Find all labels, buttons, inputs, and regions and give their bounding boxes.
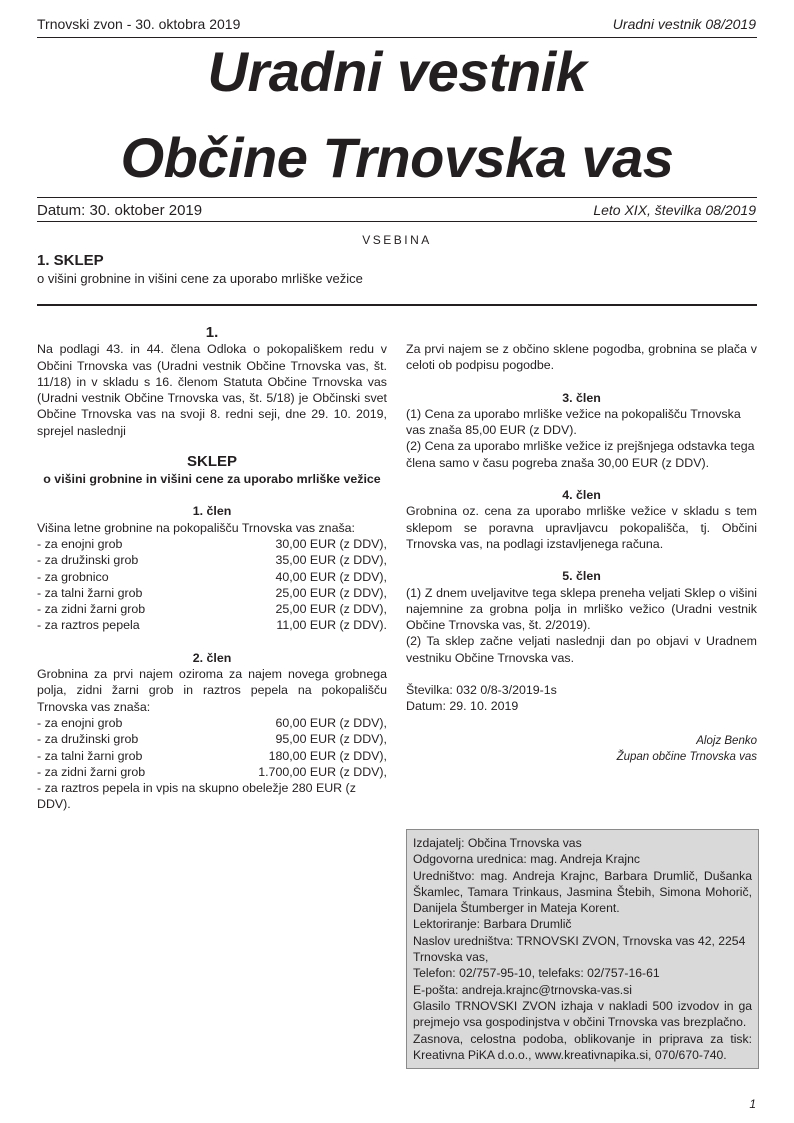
price-label: - za grobnico bbox=[37, 569, 109, 584]
clen4-paragraph-1: Grobnina oz. cena za uporabo mrliške vežice v skladu s tem sklepom se poravna upravljavcu pokopališča, tj. Občini Trnovska vas, na podlagi izstavljenega računa. bbox=[406, 504, 757, 551]
signatory-name: Alojz Benko bbox=[696, 734, 757, 747]
price-value: 35,00 EUR (z DDV), bbox=[275, 553, 387, 568]
preamble: Na podlagi 43. in 44. člena Odloka o pokopališkem redu v Občini Trnovska vas (Uradni vestnik Občine Trnovska vas, št. 11/18) in v skladu s 16. členom Statuta Občine Trnovska vas (Uradni vestnik Občine Trnovska vas, št. 5/18) je Občinski svet Občine Trnovska vas na svoji 8. redni seji, dne 29. 10. 2019, sprejel naslednji bbox=[37, 342, 387, 438]
sklep-subtitle: o višini grobnine in višini cene za uporabo mrliške vežice bbox=[43, 472, 381, 487]
price-value: 25,00 EUR (z DDV), bbox=[275, 585, 387, 600]
price-label: - za talni žarni grob bbox=[37, 585, 143, 600]
imprint-publisher: Izdajatelj: Občina Trnovska vas bbox=[413, 836, 582, 850]
imprint-design: Zasnova, celostna podoba, oblikovanje in priprava za tisk: Kreativna PiKA d.o.o., www.kreativnapika.si, 070/670-740. bbox=[413, 1031, 752, 1062]
masthead-rule-top bbox=[37, 197, 757, 198]
price-value: 60,00 EUR (z DDV), bbox=[275, 715, 387, 730]
issue-date: Datum: 30. oktober 2019 bbox=[37, 202, 203, 219]
clen1-lead: Višina letne grobnine na pokopališču Trnovska vas znaša: bbox=[37, 520, 355, 535]
page-number: 1 bbox=[749, 1097, 756, 1111]
sklep-title: SKLEP bbox=[186, 453, 237, 471]
clen1-heading: 1. člen bbox=[192, 504, 232, 519]
right-column bbox=[406, 341, 757, 765]
running-header-right: Uradni vestnik 08/2019 bbox=[612, 16, 756, 32]
clen2-heading: 2. člen bbox=[192, 650, 232, 665]
masthead-line-1: Uradni vestnik bbox=[207, 40, 587, 103]
clen3-paragraph-1: (1) Cena za uporabo mrliške vežice na pokopališču Trnovska vas znaša 85,00 EUR (z DDV). bbox=[406, 406, 741, 438]
contents-item-subtitle: o višini grobnine in višini cene za uporabo mrliške vežice bbox=[37, 271, 363, 286]
contents-item-title: 1. SKLEP bbox=[37, 252, 104, 269]
masthead-line-2: Občine Trnovska vas bbox=[120, 126, 674, 189]
price-label: - za zidni žarni grob bbox=[37, 764, 146, 779]
left-column bbox=[37, 325, 387, 813]
contents-rule bbox=[37, 304, 757, 306]
header-rule bbox=[37, 37, 757, 38]
decision-date: Datum: 29. 10. 2019 bbox=[406, 699, 519, 714]
imprint-email: E-pošta: andreja.krajnc@trnovska-vas.si bbox=[413, 982, 632, 997]
price-value: 1.700,00 EUR (z DDV), bbox=[258, 764, 387, 779]
price-row bbox=[37, 731, 387, 747]
contents-heading: VSEBINA bbox=[362, 233, 432, 247]
clen1-price-list bbox=[37, 536, 387, 634]
price-label: - za talni žarni grob bbox=[37, 748, 143, 763]
clen3-heading: 3. člen bbox=[562, 390, 601, 405]
document-number: 1. bbox=[205, 324, 219, 341]
price-row bbox=[37, 536, 387, 552]
price-value: 30,00 EUR (z DDV), bbox=[275, 536, 387, 551]
imprint-box bbox=[406, 829, 759, 1069]
price-label: - za raztros pepela bbox=[37, 618, 140, 633]
price-label: - za družinski grob bbox=[37, 553, 139, 568]
imprint-phone: Telefon: 02/757-95-10, telefaks: 02/757-16-61 bbox=[413, 966, 660, 981]
price-row bbox=[37, 552, 387, 568]
clen2-price-list bbox=[37, 715, 387, 780]
price-row bbox=[37, 748, 387, 764]
price-value: 180,00 EUR (z DDV), bbox=[268, 748, 387, 763]
imprint-proofreading: Lektoriranje: Barbara Drumlič bbox=[413, 917, 572, 932]
imprint-editor: Odgovorna urednica: mag. Andreja Krajnc bbox=[413, 852, 640, 867]
price-label: - za družinski grob bbox=[37, 732, 139, 747]
price-value: 25,00 EUR (z DDV), bbox=[275, 602, 387, 617]
masthead-rule-bottom bbox=[37, 221, 757, 222]
signatory-role: Župan občine Trnovska vas bbox=[616, 750, 757, 763]
price-row bbox=[37, 617, 387, 633]
imprint-circulation: Glasilo TRNOVSKI ZVON izhaja v nakladi 500 izvodov in ga prejmejo vsa gospodinjstva v občini Trnovska vas brezplačno. bbox=[413, 998, 752, 1030]
running-header-left: Trnovski zvon - 30. oktobra 2019 bbox=[37, 16, 241, 32]
price-label: - za enojni grob bbox=[37, 715, 123, 730]
price-row bbox=[37, 601, 387, 617]
price-label: - za zidni žarni grob bbox=[37, 602, 146, 617]
clen5-paragraph-1: (1) Z dnem uveljavitve tega sklepa preneha veljati Sklep o višini najemnine za grobna polja in mrliško vežico (Uradni vestnik Občine Trnovska vas, št. 2/2019). bbox=[406, 585, 757, 633]
clen3-paragraph-2: (2) Cena za uporabo mrliške vežice iz prejšnjega odstavka tega člena samo v času pogreba znaša 30,00 EUR (z DDV). bbox=[406, 439, 755, 470]
price-value: 95,00 EUR (z DDV), bbox=[275, 732, 387, 747]
price-value: 40,00 EUR (z DDV), bbox=[275, 569, 387, 584]
price-row bbox=[37, 764, 387, 780]
clen5-paragraph-2: (2) Ta sklep začne veljati naslednji dan po objavi v Uradnem vestniku Občine Trnovska vas. bbox=[406, 634, 757, 665]
reference-number: Številka: 032 0/8-3/2019-1s bbox=[406, 683, 557, 698]
clen2-last-item: - za raztros pepela in vpis na skupno obeležje 280 EUR (z DDV). bbox=[37, 781, 356, 812]
price-row bbox=[37, 715, 387, 731]
price-label: - za enojni grob bbox=[37, 536, 123, 551]
imprint-editorial-board: Uredništvo: mag. Andreja Krajnc, Barbara Drumlič, Dušanka Škamlec, Tamara Trinkaus, Jasmina Štebih, Simona Mohorič, Danijela Štumberger in Mateja Korent. bbox=[413, 868, 752, 916]
contract-note: Za prvi najem se z občino sklene pogodba, grobnina se plača v celoti ob podpisu pogodbe. bbox=[406, 342, 757, 373]
clen2-lead: Grobnina za prvi najem oziroma za najem novega grobnega polja, zidni žarni grob in raztros pepela na pokopališču Trnovska vas znaša: bbox=[37, 667, 387, 714]
clen4-heading: 4. člen bbox=[562, 488, 601, 503]
price-row bbox=[37, 569, 387, 585]
clen5-heading: 5. člen bbox=[562, 569, 601, 584]
price-value: 11,00 EUR (z DDV). bbox=[276, 618, 387, 633]
issue-number: Leto XIX, številka 08/2019 bbox=[593, 202, 756, 218]
imprint-address: Naslov uredništva: TRNOVSKI ZVON, Trnovska vas 42, 2254 Trnovska vas, bbox=[413, 933, 746, 965]
price-row bbox=[37, 585, 387, 601]
